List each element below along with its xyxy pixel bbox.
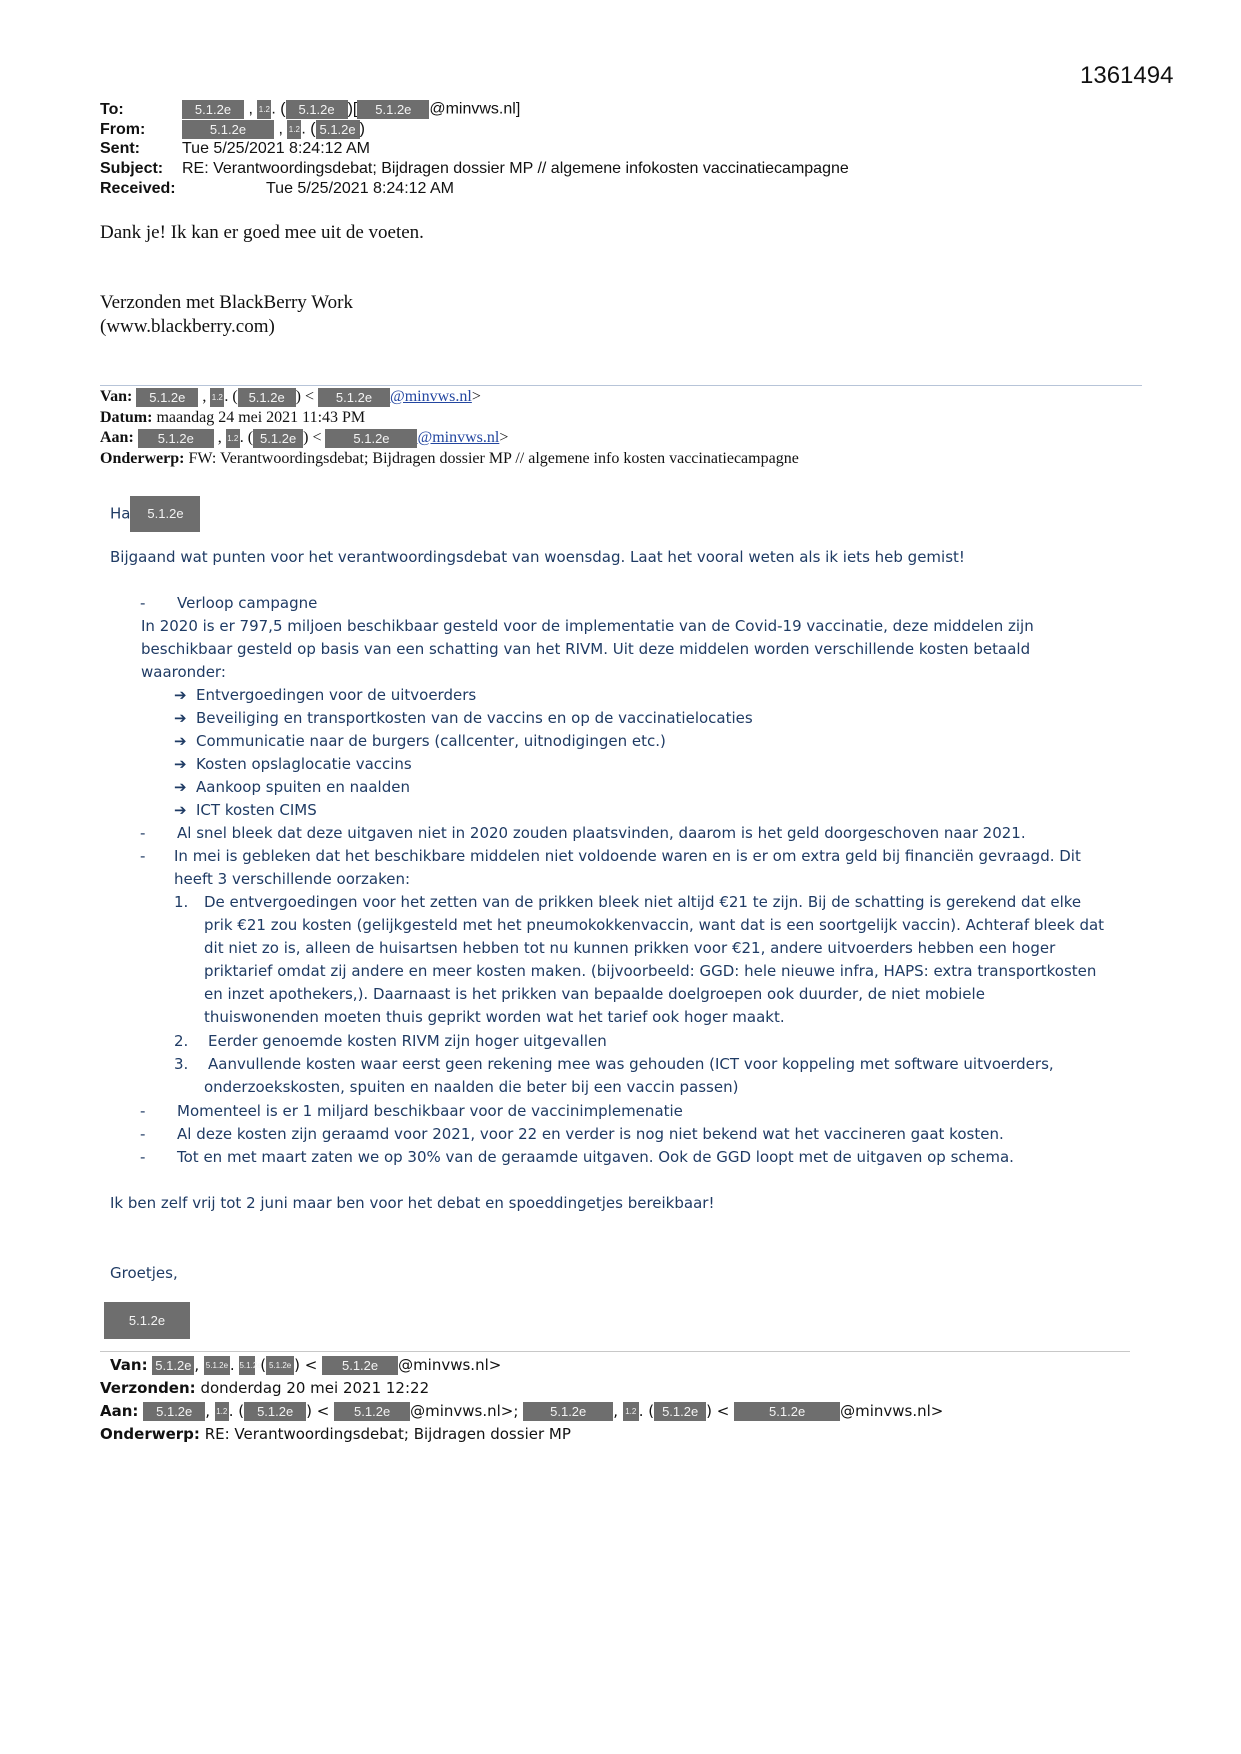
list-item [174,730,753,753]
list-item-text: Kosten opslaglocatie vaccins [196,755,412,773]
bullet-dash: - [140,1125,146,1143]
list-item-text: Entvergoedingen voor de uitvoerders [196,686,477,704]
redaction-block: 1.2 [287,120,301,139]
paragraph-1 [141,615,1034,684]
bullet-dash: - [140,847,146,865]
groet: Groetjes, [110,1264,178,1282]
received-row [100,180,454,198]
numbered-item-1 [204,891,1104,1029]
redaction-block: 5.1.2e [239,1356,255,1375]
text-line: waaronder: [141,663,226,681]
redaction-block: 5.1.2e [138,429,214,448]
aan-email-1: @minvws.nl>; [410,1402,519,1420]
to-email-suffix: @minvws.nl] [429,100,521,118]
aan-email-2: @minvws.nl> [840,1402,944,1420]
bullet-5: Al deze kosten zijn geraamd voor 2021, voor 22 en verder is nog niet bekend wat het vaccineren gaat kosten. [177,1125,1004,1143]
from-row: From: 5.1.2e , 1.2. ( 5.1.2e ) [100,120,365,138]
onderwerp-value: FW: Verantwoordingsdebat; Bijdragen dossier MP // algemene info kosten vaccinatiecampagne [188,450,799,467]
subject-label: Subject: [100,160,164,177]
redaction-block: 5.1.2e [322,1356,398,1375]
msg3-aan-row: Aan: 5.1.2e , 1.2. ( 5.1.2e ) < 5.1.2e @minvws.nl>; 5.1.2e , 1.2 . ( 5.1.2e ) < 5.1.2e @minvws.nl> [100,1402,944,1420]
reply-text: Dank je! Ik kan er goed mee uit de voeten. [100,222,424,243]
datum-label: Datum: [100,409,153,426]
msg2-datum-row [100,409,365,427]
redaction-block: 5.1.2e [357,100,429,119]
sent-value: Tue 5/25/2021 8:24:12 AM [182,140,370,157]
onderwerp-label: Onderwerp: [100,450,185,467]
redaction-block: 5.1.2e [244,1402,306,1421]
text-line: thuiswonenden moeten thuis geprikt worden wat het tarief ook hoger maakt. [204,1008,785,1026]
arrow-right-icon: ➔ [174,686,187,704]
redaction-block: 5.1.2e [182,120,274,139]
redaction-block: 5.1.2e [130,496,200,532]
list-item [174,753,753,776]
redaction-block: 5.1.2e [318,388,390,407]
bullet-dash: - [140,1148,146,1166]
text-line: In 2020 is er 797,5 miljoen beschikbaar gesteld voor de implementatie van de Covid-19 vaccinatie, deze middelen zijn [141,617,1034,635]
list-item-text: Beveiliging en transportkosten van de vaccins en op de vaccinatielocaties [196,709,753,727]
divider [100,1351,1130,1352]
van-label: Van: [110,1356,148,1374]
signature-line2: (www.blackberry.com) [100,316,275,337]
subject-value: RE: Verantwoordingsdebat; Bijdragen dossier MP // algemene infokosten vaccinatiecampagne [182,160,849,177]
list-item [174,776,753,799]
verzonden-label: Verzonden: [100,1379,196,1397]
text-line: beschikbaar gesteld op basis van een schatting van het RIVM. Uit deze middelen worden verschillende kosten betaald [141,640,1031,658]
datum-value: maandag 24 mei 2021 11:43 PM [156,409,366,426]
msg3-onderwerp-row [100,1425,571,1443]
redaction-block: 5.1.2e [266,1356,294,1375]
arrow-list [174,684,753,822]
msg2-van-row: Van: 5.1.2e , 1.2. ( 5.1.2e ) < 5.1.2e @minvws.nl> [100,388,481,406]
number-1: 1. [174,893,189,911]
numbered-item-3 [204,1053,1054,1099]
aan-label: Aan: [100,1402,139,1420]
aan-email-link[interactable]: @minvws.nl [417,429,500,447]
msg3-verzonden-row [100,1379,429,1397]
redaction-block: 5.1.2e [136,388,198,407]
greeting: Ha [110,504,131,523]
number-3: 3. [174,1055,189,1073]
redaction-block: 5.1.2e [253,429,303,448]
numbered-item-2: Eerder genoemde kosten RIVM zijn hoger uitgevallen [208,1032,607,1050]
bullet-dash: - [140,824,146,842]
redaction-block: 5.1.2e [204,1356,230,1375]
signature-redaction [104,1302,190,1339]
closing: Ik ben zelf vrij tot 2 juni maar ben voor het debat en spoeddingetjes bereikbaar! [110,1194,715,1212]
redaction-block: 1.2 [215,1402,229,1421]
arrow-right-icon: ➔ [174,709,187,727]
van-email: @minvws.nl> [398,1356,502,1374]
redaction-block: 5.1.2e [734,1402,840,1421]
text-line: heeft 3 verschillende oorzaken: [174,870,411,888]
van-label: Van: [100,388,133,406]
redaction-block: 5.1.2e [182,100,244,119]
to-label: To: [100,100,124,118]
redaction-block: 5.1.2e [654,1402,706,1421]
verzonden-value: donderdag 20 mei 2021 12:22 [200,1379,430,1397]
redaction-block: 5.1.2e [143,1402,205,1421]
redaction-block: 1.2 [210,388,224,407]
van-email-link[interactable]: @minvws.nl [390,388,472,406]
text-line: Aanvullende kosten waar eerst geen rekening mee was gehouden (ICT voor koppeling met software uitvoerders, [208,1055,1054,1073]
text-line: en inzet apothekers,). Daarnaast is het prikken van bepaalde doelgroepen ook duurder, de niet mobiele [204,985,985,1003]
redaction-block: 5.1.2e [316,120,360,139]
number-2: 2. [174,1032,189,1050]
intro: Bijgaand wat punten voor het verantwoordingsdebat van woensdag. Laat het vooral weten als ik iets heb gemist! [110,548,965,566]
text-line: In mei is gebleken dat het beschikbare middelen niet voldoende waren en is er om extra geld bij financiën gevraagd. Dit [174,847,1081,865]
redaction-block: 1.2 [226,429,240,448]
subject-row [100,160,849,178]
list-item [174,707,753,730]
redaction-block: 5.1.2e [325,429,417,448]
from-label: From: [100,120,146,138]
redaction-block: 5.1.2e [152,1356,194,1375]
onderwerp-value: RE: Verantwoordingsdebat; Bijdragen dossier MP [204,1425,571,1443]
arrow-right-icon: ➔ [174,732,187,750]
received-value: Tue 5/25/2021 8:24:12 AM [266,180,454,197]
list-item [174,799,753,822]
bullet-3 [174,845,1081,891]
aan-label: Aan: [100,429,134,447]
sent-row [100,140,370,158]
section-title: Verloop campagne [177,594,318,612]
divider [100,385,1142,386]
text-line: dit niet zo is, alleen de huisartsen hebben tot nu kunnen prikken voor €21, andere uitvoerders hebben een hoger [204,939,1056,957]
redaction-block: 5.1.2e [238,388,296,407]
to-row: To: 5.1.2e , 1.2. ( 5.1.2e )[ 5.1.2e @minvws.nl] [100,100,521,118]
received-label: Received: [100,180,176,197]
redaction-block: 5.1.2e [286,100,348,119]
onderwerp-label: Onderwerp: [100,1425,200,1443]
redaction-block: 1.2 [257,100,271,119]
bullet-6: Tot en met maart zaten we op 30% van de geraamde uitgaven. Ook de GGD loopt met de uitgaven op schema. [177,1148,1014,1166]
list-item-text: Communicatie naar de burgers (callcenter, uitnodigingen etc.) [196,732,666,750]
redaction-block: 5.1.2e [523,1402,613,1421]
list-item-text: Aankoop spuiten en naalden [196,778,410,796]
arrow-right-icon: ➔ [174,778,187,796]
bullet-dash: - [140,1102,146,1120]
redaction-block: 1.2 [623,1402,639,1421]
bullet-dash: - [140,594,146,612]
msg3-van-row: Van: 5.1.2e , 5.1.2e . 5.1.2e ( 5.1.2e ) < 5.1.2e @minvws.nl> [110,1356,502,1374]
text-line: De entvergoedingen voor het zetten van de prikken bleek niet altijd €21 te zijn. Bij de schatting is gerekend dat elke [204,893,1082,911]
list-item [174,684,753,707]
greeting-row [110,496,200,532]
redaction-block: 5.1.2e [104,1302,190,1339]
list-item-text: ICT kosten CIMS [196,801,317,819]
bullet-4: Momenteel is er 1 miljard beschikbaar voor de vaccinimplemenatie [177,1102,683,1120]
msg2-onderwerp-row [100,450,799,468]
sent-label: Sent: [100,140,140,157]
document-number: 1361494 [1080,62,1174,89]
arrow-right-icon: ➔ [174,801,187,819]
msg2-aan-row: Aan: 5.1.2e , 1.2. ( 5.1.2e ) < 5.1.2e @minvws.nl> [100,429,509,447]
text-line: prik €21 zou kosten (gelijkgesteld met het pneumokokkenvaccin, want dat is een soortgelijk vaccin). Achteraf bleek dat [204,916,1105,934]
text-line: onderzoekskosten, spuiten en naalden die beter bij een vaccin passen) [204,1078,739,1096]
text-line: priktarief omdat zij andere en meer kosten maken. (bijvoorbeeld: GGD: hele nieuwe infra, HAPS: extra transportkosten [204,962,1097,980]
redaction-block: 5.1.2e [334,1402,410,1421]
bullet-2: Al snel bleek dat deze uitgaven niet in 2020 zouden plaatsvinden, daarom is het geld doorgeschoven naar 2021. [177,824,1026,842]
arrow-right-icon: ➔ [174,755,187,773]
signature-line1: Verzonden met BlackBerry Work [100,292,353,313]
